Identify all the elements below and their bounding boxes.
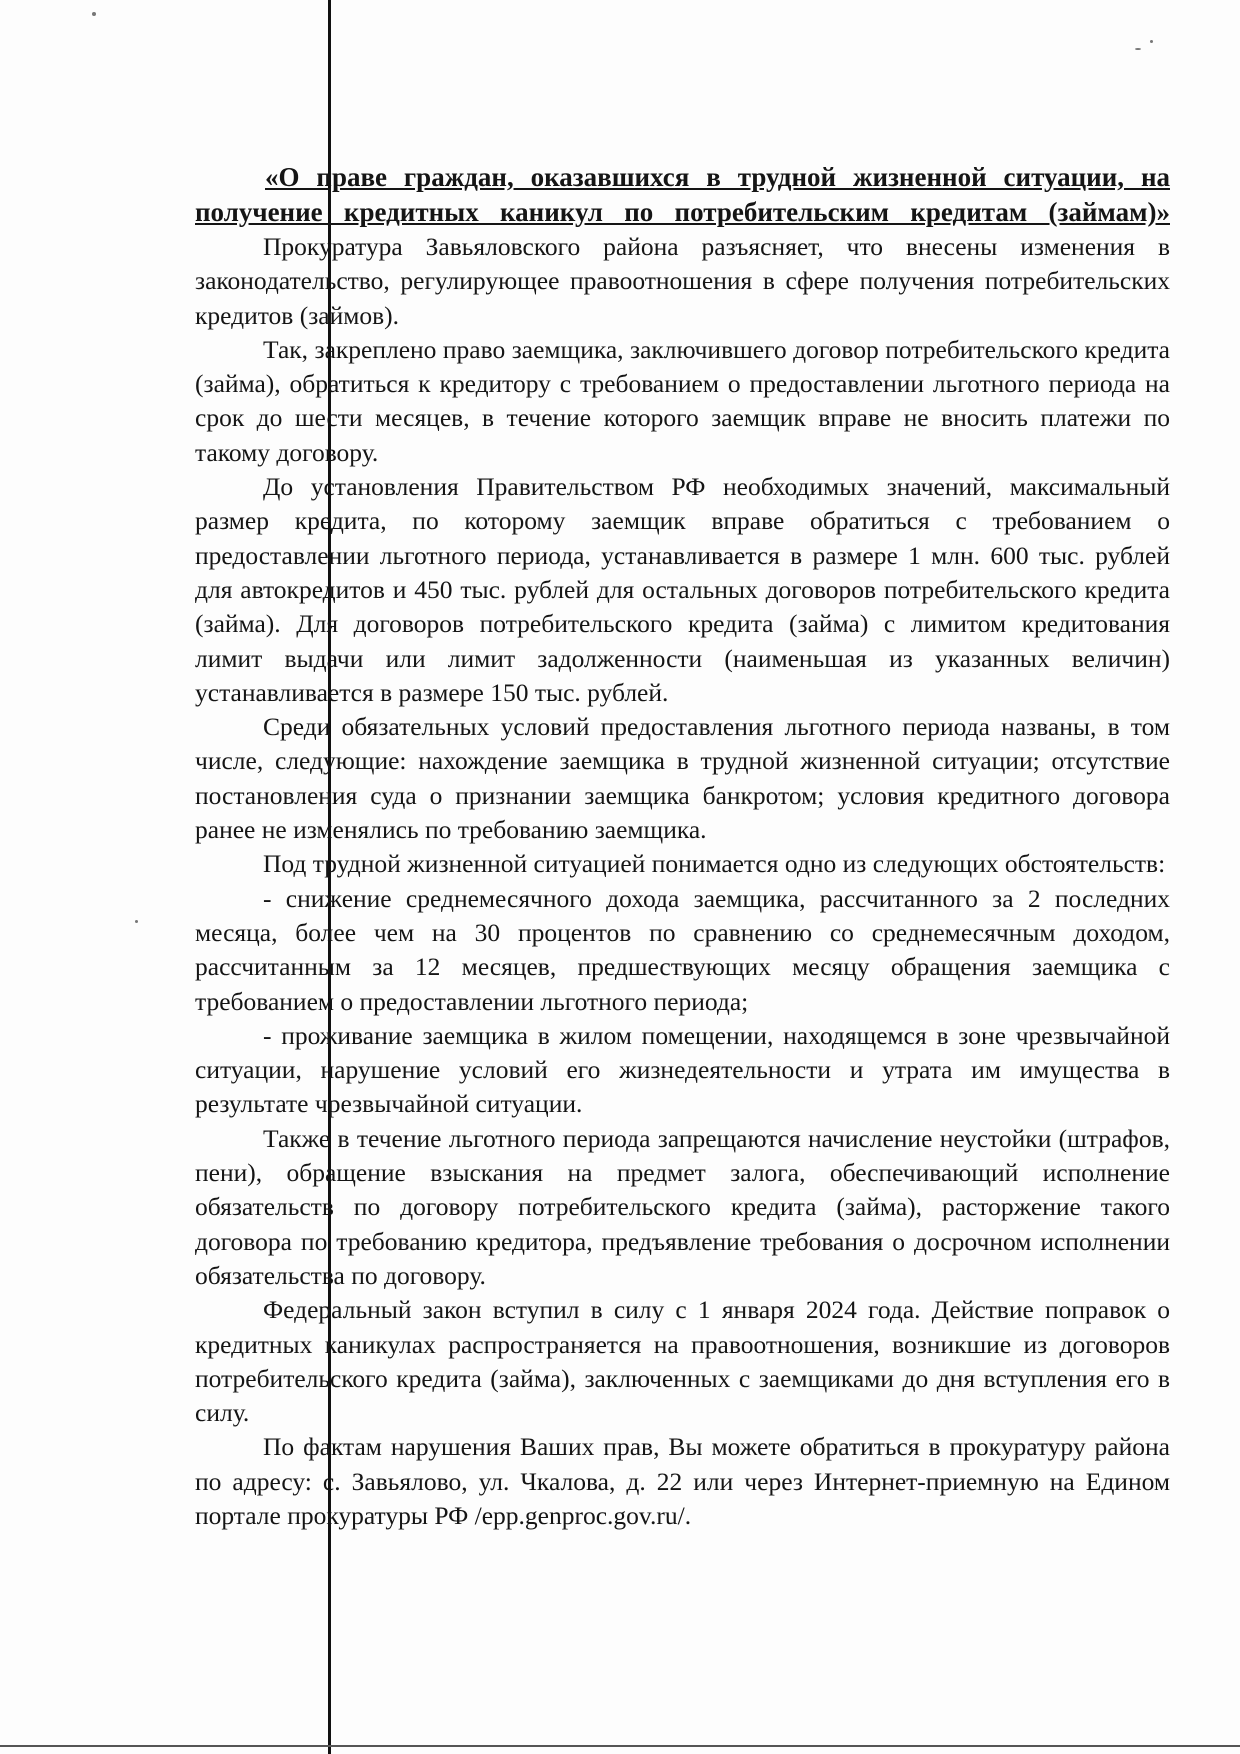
document-body	[195, 160, 1170, 1533]
title-line-1: «О праве граждан, оказавшихся в трудной жизненной ситуации, на	[265, 162, 1170, 192]
scan-speck	[92, 12, 96, 16]
title-line-2: получение кредитных каникул по потребительским кредитам (займам)»	[195, 197, 1170, 227]
paragraph-right-of-borrower: Так, закреплено право заемщика, заключившего договор потребительского кредита (займа), обратиться к кредитору с требованием о предоставлении льготного периода на срок до шести месяцев, в течение которого заемщик вправе не вносить платежи по такому договору.	[195, 334, 1170, 467]
scan-speck	[1150, 40, 1153, 43]
paragraph-law-effective: Федеральный закон вступил в силу с 1 января 2024 года. Действие поправок о кредитных каникулах распространяется на правоотношения, возникшие из договоров потребительского кредита (займа), заключенных с заемщиками до дня вступления его в силу.	[195, 1295, 1170, 1428]
scan-artifact-bottom-line	[0, 1745, 1240, 1747]
scan-speck	[1135, 48, 1141, 50]
paragraph-credit-limits: До установления Правительством РФ необходимых значений, максимальный размер кредита, по которому заемщик вправе обратиться с требованием о предоставлении льготного периода, устанавливается в размере 1 млн. 600 тыс. рублей для автокредитов и 450 тыс. рублей для остальных договоров потребительского кредита (займа). Для договоров потребительского кредита (займа) с лимитом кредитования лимит выдачи или лимит задолженности (наименьшая из указанных величин) устанавливается в размере 150 тыс. рублей.	[195, 472, 1170, 707]
paragraph-contact: По фактам нарушения Ваших прав, Вы можете обратиться в прокуратуру района по адресу: с. Завьялово, ул. Чкалова, д. 22 или через Интернет-приемную на Едином портале прокуратуры РФ /epp.genproc.gov.ru/.	[195, 1432, 1170, 1530]
paragraph-difficult-situation: Под трудной жизненной ситуацией понимается одно из следующих обстоятельств:	[263, 849, 1166, 879]
paragraph-conditions: Среди обязательных условий предоставления льготного периода названы, в том числе, следующие: нахождение заемщика в трудной жизненной ситуации; отсутствие постановления суда о признании заемщика банкротом; условия кредитного договора ранее не изменялись по требованию заемщика.	[195, 712, 1170, 845]
list-item-income-decrease: - снижение среднемесячного дохода заемщика, рассчитанного за 2 последних месяца, более чем на 30 процентов по сравнению со среднемесячным доходом, рассчитанным за 12 месяцев, предшествующих месяцу обращения заемщика с требованием о предоставлении льготного периода;	[195, 883, 1170, 1016]
paragraph-prohibitions: Также в течение льготного периода запрещаются начисление неустойки (штрафов, пени), обращение взыскания на предмет залога, обеспечивающий исполнение обязательств по договору потребительского кредита (займа), расторжение такого договора по требованию кредитора, предъявление требования о досрочном исполнении обязательства по договору.	[195, 1123, 1170, 1290]
scan-speck	[135, 920, 138, 923]
paragraph-intro: Прокуратура Завьяловского района разъясняет, что внесены изменения в законодательство, регулирующее правоотношения в сфере получения потребительских кредитов (займов).	[195, 232, 1170, 330]
list-item-emergency-zone: - проживание заемщика в жилом помещении, находящемся в зоне чрезвычайной ситуации, нарушение условий его жизнедеятельности и утрата им имущества в результате чрезвычайной ситуации.	[195, 1020, 1170, 1119]
document-title	[195, 160, 1170, 230]
